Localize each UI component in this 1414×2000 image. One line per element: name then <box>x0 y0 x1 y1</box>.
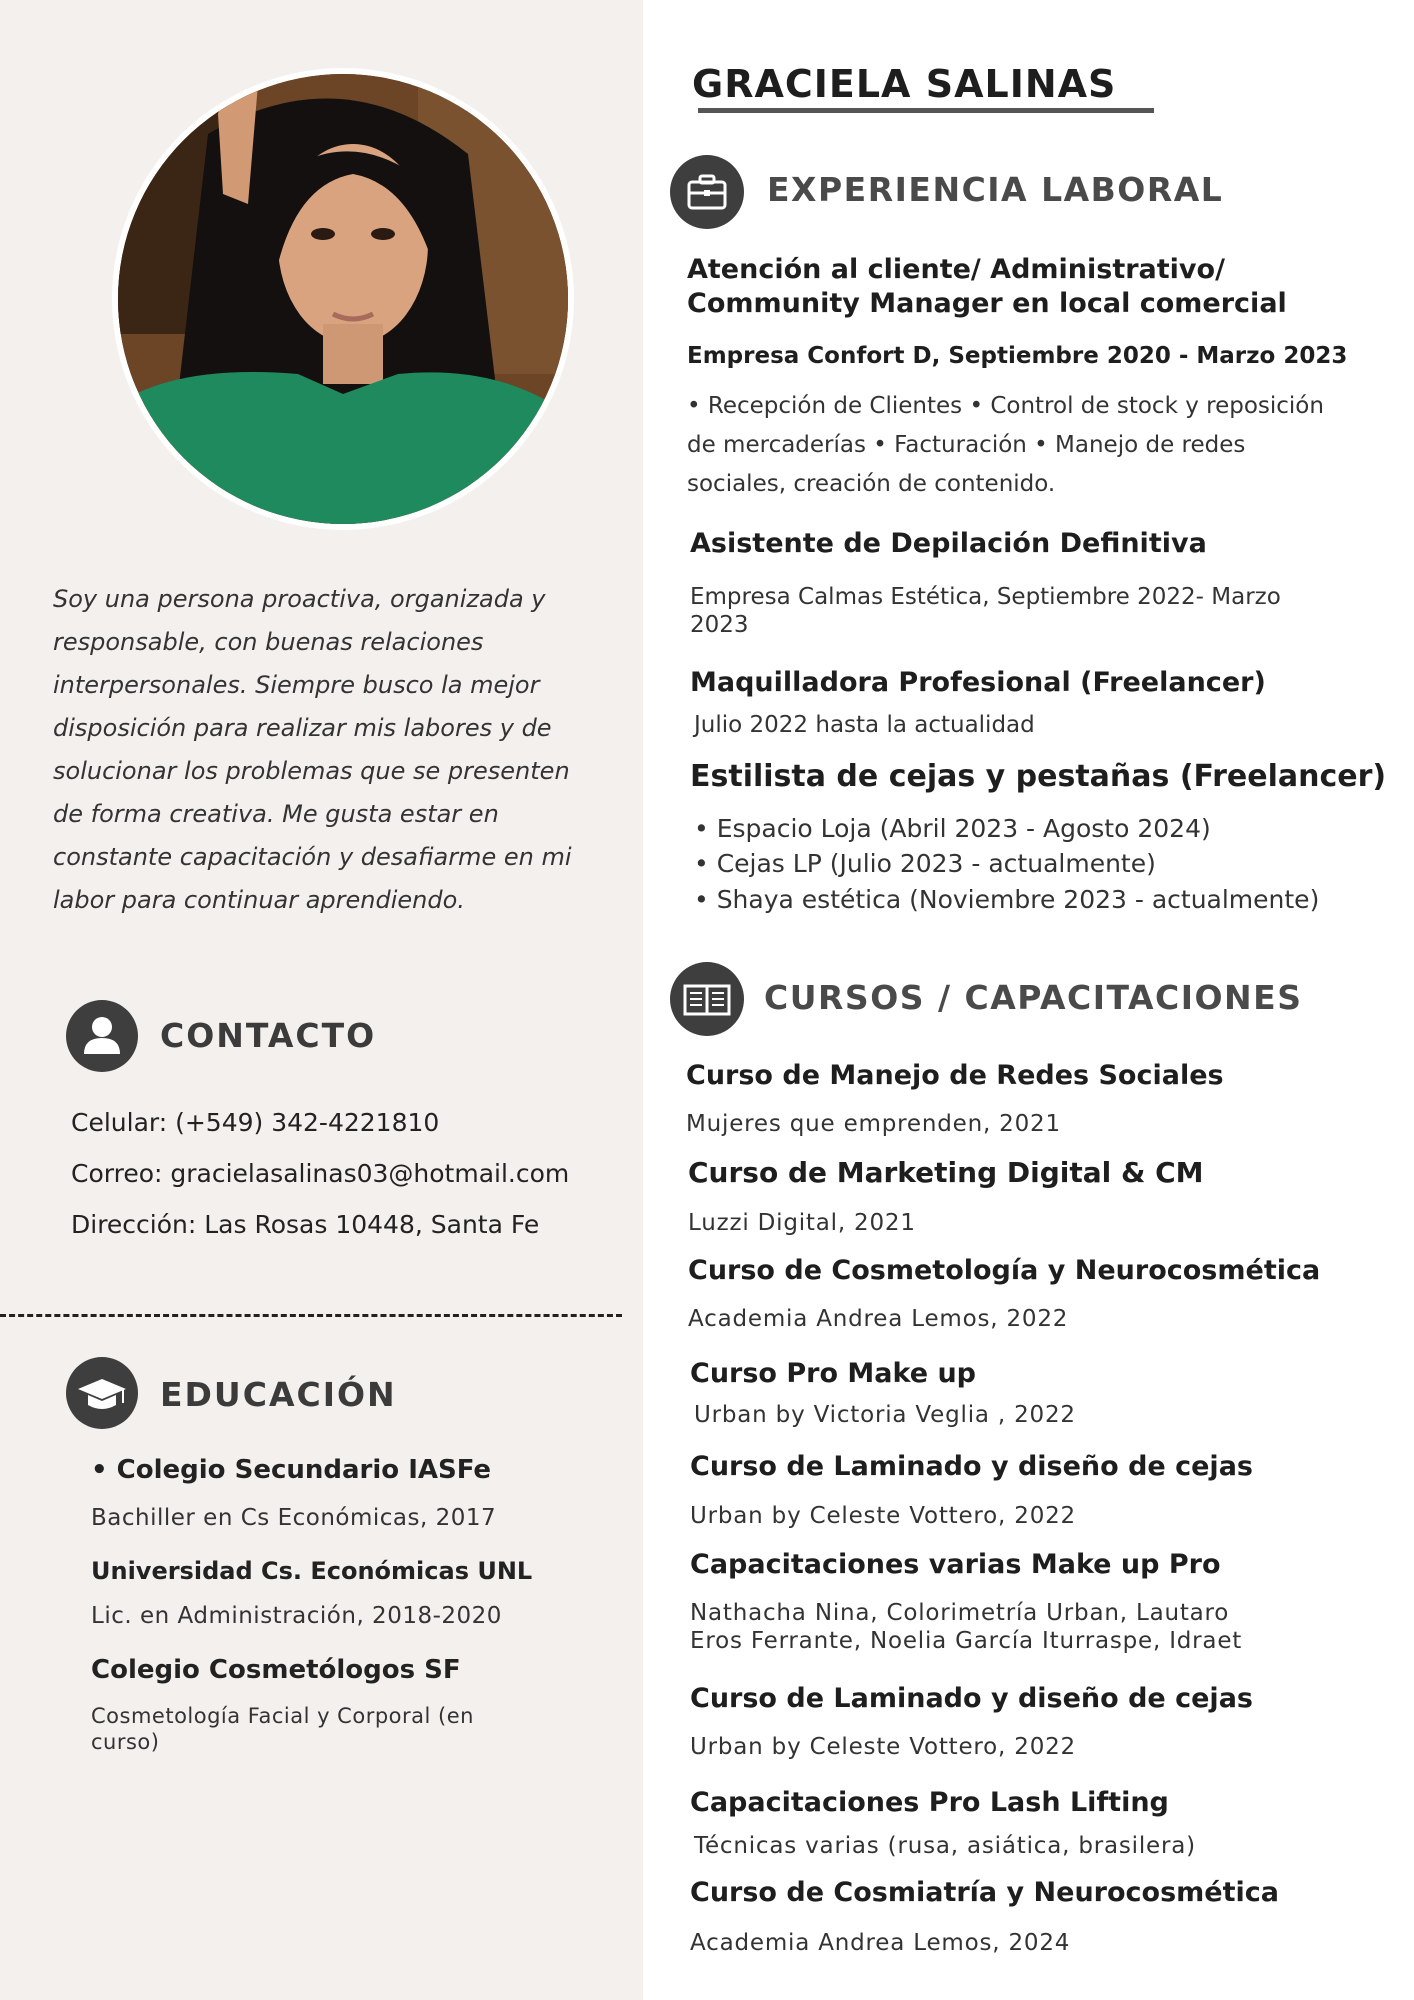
candidate-name: GRACIELA SALINAS <box>692 62 1117 106</box>
job-description: • Recepción de Clientes • Control de stock y reposición de mercaderías • Facturación • Manejo de redes sociales, creación de contenido. <box>687 393 1324 497</box>
courses-title: CURSOS / CAPACITACIONES <box>764 978 1303 1017</box>
course-sub: Academia Andrea Lemos, 2024 <box>690 1930 1071 1956</box>
course-sub: Luzzi Digital, 2021 <box>688 1210 916 1236</box>
education-item-title: Colegio Cosmetólogos SF <box>91 1655 461 1685</box>
course-sub: Urban by Celeste Vottero, 2022 <box>690 1503 1076 1529</box>
job-bullet: • Cejas LP (Julio 2023 - actualmente) <box>694 849 1156 878</box>
course-title: Curso Pro Make up <box>690 1358 977 1389</box>
job-company: Julio 2022 hasta la actualidad <box>694 712 1035 738</box>
experience-title: EXPERIENCIA LABORAL <box>767 170 1224 209</box>
course-title: Curso de Marketing Digital & CM <box>688 1156 1204 1189</box>
job-company: Empresa Confort D, Septiembre 2020 - Marzo 2023 <box>687 343 1348 369</box>
education-item-title: Universidad Cs. Económicas UNL <box>91 1557 533 1585</box>
job-title: Estilista de cejas y pestañas (Freelancer) <box>690 759 1387 794</box>
course-title: Curso de Laminado y diseño de cejas <box>690 1683 1253 1714</box>
profile-summary: Soy una persona proactiva, organizada y responsable, con buenas relaciones interpersonales. Siempre busco la mejor disposición para realizar mis labores y de solucionar los problemas que se presenten de forma creativa. Me gusta estar en constante capacitación y desafiarme en mi labor para continuar aprendiendo. <box>53 585 572 914</box>
job-bullet: • Shaya estética (Noviembre 2023 - actualmente) <box>694 885 1320 914</box>
job-company: Empresa Calmas Estética, Septiembre 2022- Marzo 2023 <box>690 584 1281 638</box>
course-title: Curso de Manejo de Redes Sociales <box>686 1060 1224 1091</box>
course-sub: Mujeres que emprenden, 2021 <box>686 1111 1061 1137</box>
contact-address: Dirección: Las Rosas 10448, Santa Fe <box>71 1210 540 1239</box>
course-title: Curso de Laminado y diseño de cejas <box>690 1451 1253 1482</box>
education-item-sub: Cosmetología Facial y Corporal (en curso) <box>91 1704 474 1754</box>
course-sub: Urban by Victoria Veglia , 2022 <box>694 1402 1076 1428</box>
section-divider <box>0 1314 622 1317</box>
education-title: EDUCACIÓN <box>160 1375 397 1414</box>
course-title: Curso de Cosmiatría y Neurocosmética <box>690 1877 1280 1908</box>
job-title: Atención al cliente/ Administrativo/ Community Manager en local comercial <box>687 254 1287 319</box>
job-bullet: • Espacio Loja (Abril 2023 - Agosto 2024) <box>694 814 1211 843</box>
course-title: Capacitaciones Pro Lash Lifting <box>690 1787 1169 1818</box>
course-sub: Técnicas varias (rusa, asiática, brasilera) <box>694 1833 1196 1859</box>
course-title: Capacitaciones varias Make up Pro <box>690 1549 1221 1580</box>
graduation-cap-icon <box>66 1357 138 1429</box>
course-sub: Academia Andrea Lemos, 2022 <box>688 1306 1069 1332</box>
briefcase-icon <box>670 155 744 229</box>
portrait-image <box>118 74 568 524</box>
course-sub: Nathacha Nina, Colorimetría Urban, Lautaro Eros Ferrante, Noelia García Iturraspe, Idraet <box>690 1600 1243 1654</box>
education-item-sub: Lic. en Administración, 2018-2020 <box>91 1603 502 1629</box>
book-icon <box>670 962 744 1036</box>
user-icon <box>66 1000 138 1072</box>
contact-phone: Celular: (+549) 342-4221810 <box>71 1108 440 1137</box>
contact-email: Correo: gracielasalinas03@hotmail.com <box>71 1159 570 1188</box>
profile-photo <box>112 68 574 530</box>
education-item-sub: Bachiller en Cs Económicas, 2017 <box>91 1505 497 1531</box>
course-title: Curso de Cosmetología y Neurocosmética <box>688 1255 1321 1286</box>
job-title: Asistente de Depilación Definitiva <box>690 528 1207 559</box>
course-sub: Urban by Celeste Vottero, 2022 <box>690 1734 1076 1760</box>
contact-title: CONTACTO <box>160 1016 377 1055</box>
name-underline <box>698 108 1154 113</box>
education-item-title: • Colegio Secundario IASFe <box>91 1455 492 1485</box>
job-title: Maquilladora Profesional (Freelancer) <box>690 667 1266 698</box>
